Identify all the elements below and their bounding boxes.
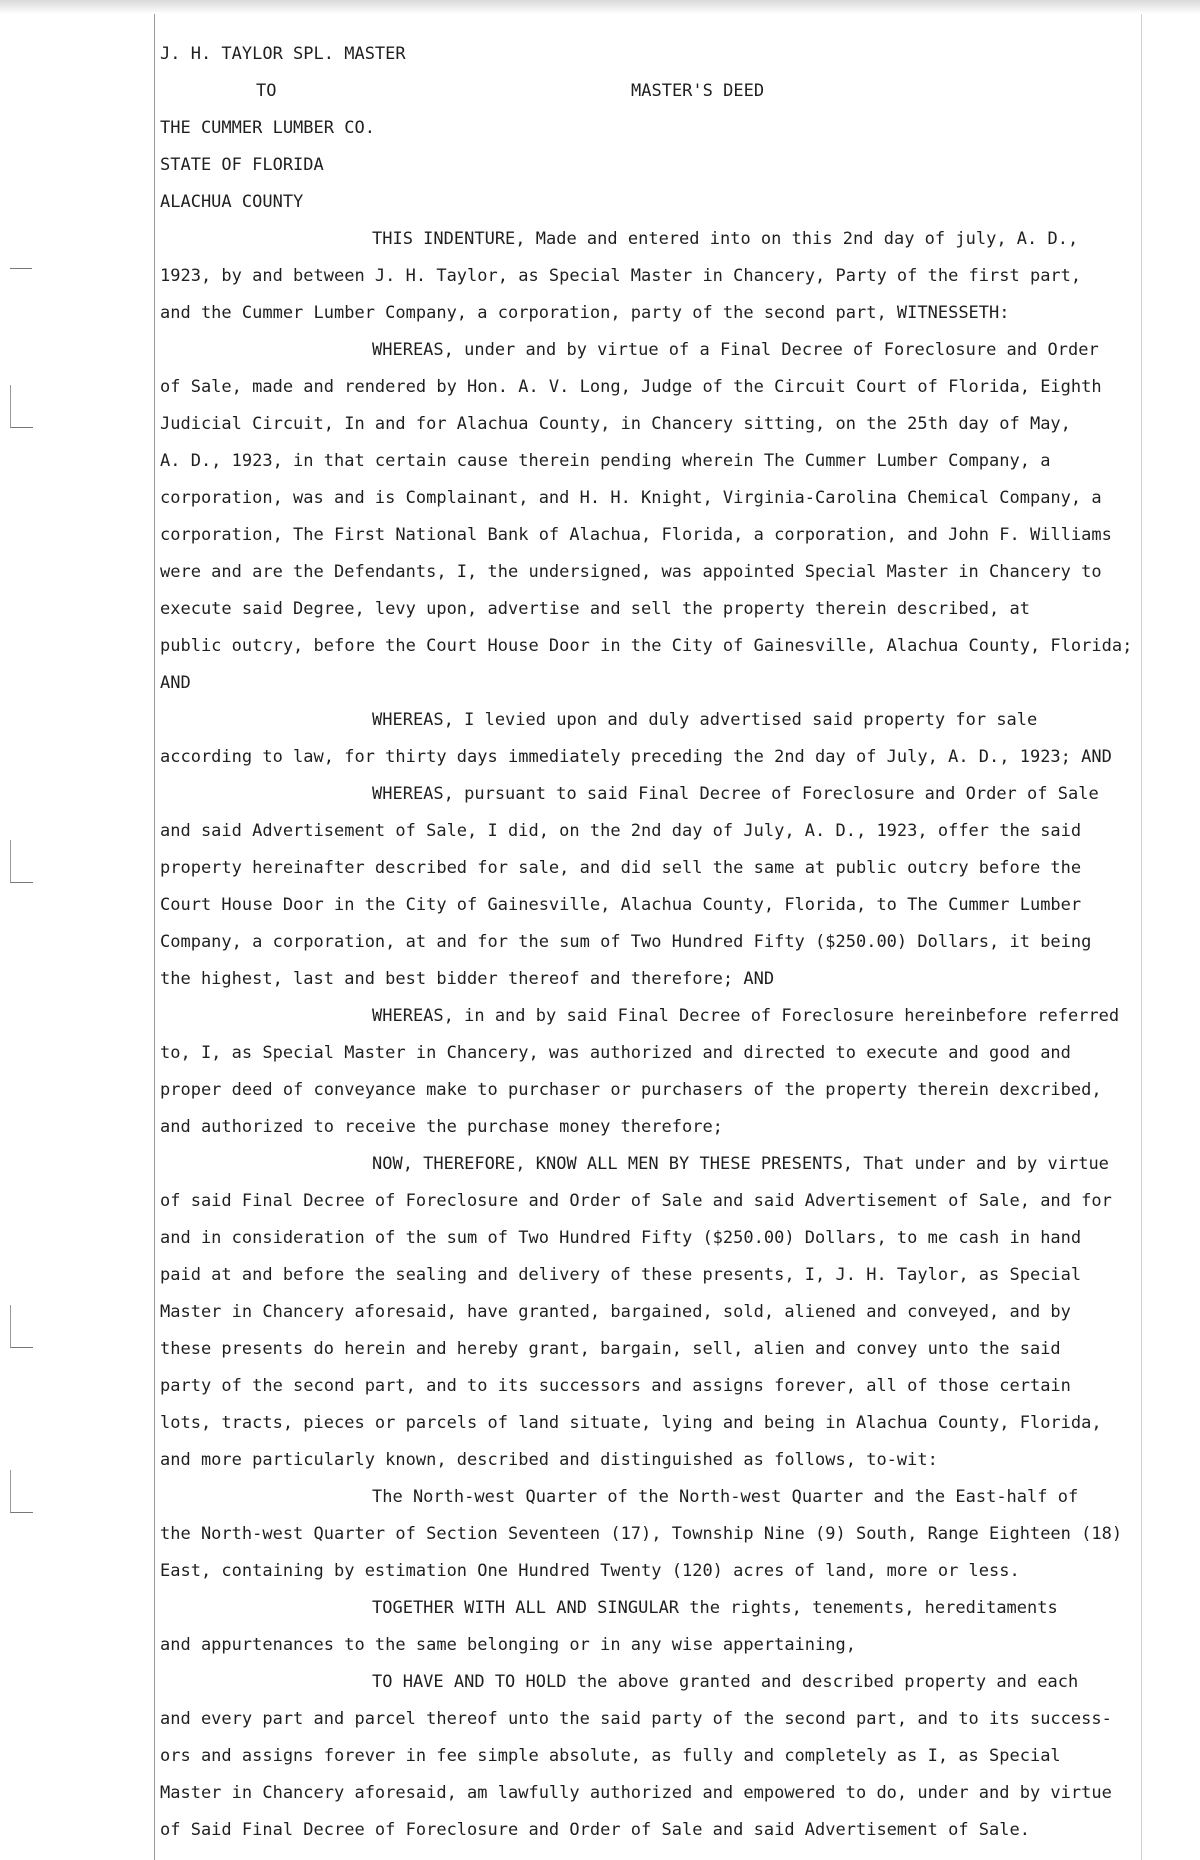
- deed-text-line: NOW, THEREFORE, KNOW ALL MEN BY THESE PRESENTS, That under and by virtue: [372, 1154, 1109, 1174]
- deed-text-line: Master in Chancery aforesaid, have granted, bargained, sold, aliened and conveyed, and by: [160, 1302, 1071, 1322]
- deed-text-line: and every part and parcel thereof unto the said party of the second part, and to its success-: [160, 1709, 1112, 1729]
- deed-text-line: execute said Degree, levy upon, advertise and sell the property therein described, at: [160, 599, 1030, 619]
- deed-text-line: WHEREAS, in and by said Final Decree of Foreclosure hereinbefore referred: [372, 1006, 1120, 1026]
- deed-text-line: proper deed of conveyance make to purchaser or purchasers of the property therein dexcribed,: [160, 1080, 1102, 1100]
- deed-text-line: of Said Final Decree of Foreclosure and Order of Sale and said Advertisement of Sale.: [160, 1820, 1030, 1840]
- deed-text-line: and more particularly known, described and distinguished as follows, to-wit:: [160, 1450, 938, 1470]
- deed-text-line: corporation, was and is Complainant, and H. H. Knight, Virginia-Carolina Chemical Company, a: [160, 488, 1102, 508]
- deed-text-line: THIS INDENTURE, Made and entered into on this 2nd day of july, A. D.,: [372, 229, 1079, 249]
- deed-text-line: paid at and before the sealing and delivery of these presents, I, J. H. Taylor, as Special: [160, 1265, 1082, 1285]
- deed-text-line: public outcry, before the Court House Door in the City of Gainesville, Alachua County, Florida;: [160, 636, 1133, 656]
- deed-text-line: TO HAVE AND TO HOLD the above granted and described property and each: [372, 1672, 1079, 1692]
- margin-bracket: [10, 1470, 33, 1513]
- deed-grantee: THE CUMMER LUMBER CO.: [160, 118, 375, 138]
- deed-text-line: A. D., 1923, in that certain cause therein pending wherein The Cummer Lumber Company, a: [160, 451, 1051, 471]
- deed-text-line: AND: [160, 673, 191, 693]
- deed-county: ALACHUA COUNTY: [160, 192, 304, 212]
- deed-text-line: the North-west Quarter of Section Seventeen (17), Township Nine (9) South, Range Eighteen (18): [160, 1524, 1123, 1544]
- deed-text-line: WHEREAS, under and by virtue of a Final Decree of Foreclosure and Order: [372, 340, 1099, 360]
- deed-text-line: according to law, for thirty days immediately preceding the 2nd day of July, A. D., 1923; AND: [160, 747, 1112, 767]
- deed-state: STATE OF FLORIDA: [160, 155, 324, 175]
- deed-text-line: The North-west Quarter of the North-west Quarter and the East-half of: [372, 1487, 1079, 1507]
- deed-text-line: and authorized to receive the purchase money therefore;: [160, 1117, 723, 1137]
- deed-text-line: property hereinafter described for sale, and did sell the same at public outcry before the: [160, 858, 1082, 878]
- deed-text-line: East, containing by estimation One Hundred Twenty (120) acres of land, more or less.: [160, 1561, 1020, 1581]
- deed-text-line: party of the second part, and to its successors and assigns forever, all of those certain: [160, 1376, 1071, 1396]
- deed-text-line: and said Advertisement of Sale, I did, on the 2nd day of July, A. D., 1923, offer the said: [160, 821, 1082, 841]
- deed-text-line: of Sale, made and rendered by Hon. A. V. Long, Judge of the Circuit Court of Florida, Eighth: [160, 377, 1102, 397]
- deed-text-line: lots, tracts, pieces or parcels of land situate, lying and being in Alachua County, Florida,: [160, 1413, 1102, 1433]
- deed-text-line: and the Cummer Lumber Company, a corporation, party of the second part, WITNESSETH:: [160, 303, 1010, 323]
- deed-text-line: Company, a corporation, at and for the sum of Two Hundred Fifty ($250.00) Dollars, it being: [160, 932, 1092, 952]
- deed-text-line: and appurtenances to the same belonging or in any wise appertaining,: [160, 1635, 856, 1655]
- deed-text-line: and in consideration of the sum of Two Hundred Fifty ($250.00) Dollars, to me cash in hand: [160, 1228, 1082, 1248]
- right-margin-rule: [1141, 14, 1142, 1860]
- deed-grantor: J. H. TAYLOR SPL. MASTER: [160, 44, 406, 64]
- deed-text-line: TOGETHER WITH ALL AND SINGULAR the rights, tenements, hereditaments: [372, 1598, 1058, 1618]
- deed-text-line: of said Final Decree of Foreclosure and Order of Sale and said Advertisement of Sale, and for: [160, 1191, 1112, 1211]
- page-top-edge: [0, 0, 1200, 14]
- deed-body: [160, 221, 1135, 1849]
- deed-title: MASTER'S DEED: [631, 81, 765, 101]
- deed-text-line: Judicial Circuit, In and for Alachua County, in Chancery sitting, on the 25th day of May,: [160, 414, 1071, 434]
- margin-bracket: [10, 840, 33, 883]
- deed-text-line: were and are the Defendants, I, the undersigned, was appointed Special Master in Chancery to: [160, 562, 1102, 582]
- deed-text-line: Court House Door in the City of Gainesville, Alachua County, Florida, to The Cummer Lumber: [160, 895, 1082, 915]
- deed-title-row: [160, 73, 1135, 110]
- deed-document: [160, 36, 1135, 1849]
- deed-text-line: Master in Chancery aforesaid, am lawfully authorized and empowered to do, under and by virtue: [160, 1783, 1112, 1803]
- margin-bracket: [10, 1305, 33, 1348]
- left-margin-rule: [154, 14, 155, 1860]
- deed-text-line: to, I, as Special Master in Chancery, was authorized and directed to execute and good and: [160, 1043, 1071, 1063]
- deed-text-line: the highest, last and best bidder thereof and therefore; AND: [160, 969, 775, 989]
- margin-bracket: [10, 385, 33, 428]
- deed-text-line: these presents do herein and hereby grant, bargain, sell, alien and convey unto the said: [160, 1339, 1061, 1359]
- deed-text-line: 1923, by and between J. H. Taylor, as Special Master in Chancery, Party of the first part,: [160, 266, 1082, 286]
- deed-text-line: WHEREAS, pursuant to said Final Decree of Foreclosure and Order of Sale: [372, 784, 1099, 804]
- deed-text-line: corporation, The First National Bank of Alachua, Florida, a corporation, and John F. Williams: [160, 525, 1112, 545]
- deed-to-word: TO: [256, 81, 277, 101]
- deed-text-line: WHEREAS, I levied upon and duly advertised said property for sale: [372, 710, 1038, 730]
- deed-text-line: ors and assigns forever in fee simple absolute, as fully and completely as I, as Special: [160, 1746, 1061, 1766]
- margin-tick: [10, 258, 32, 269]
